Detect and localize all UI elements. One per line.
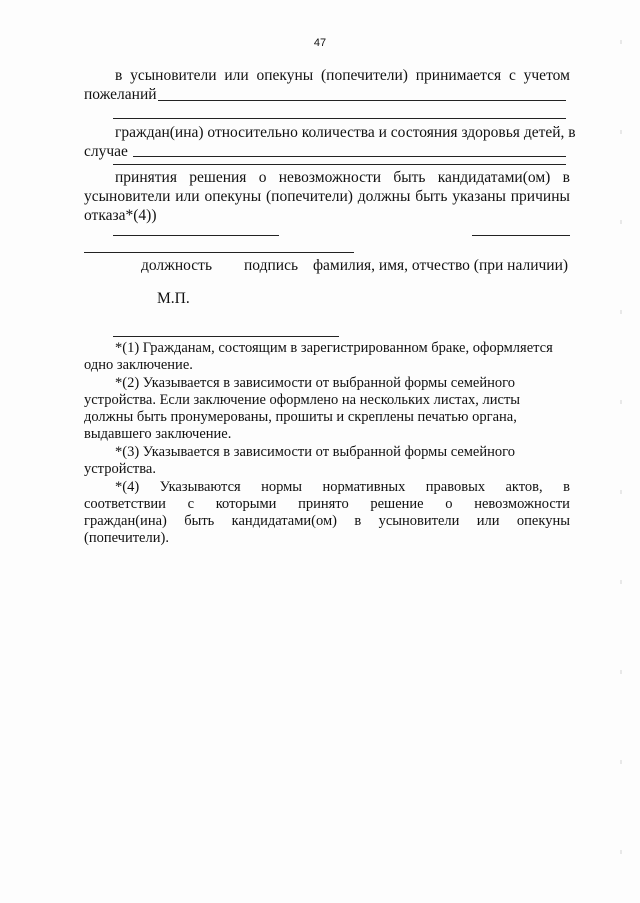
wishes-fill-line-1[interactable] xyxy=(158,100,566,101)
footnote-3-line2: устройства. xyxy=(84,461,156,477)
page-number: 47 xyxy=(313,37,327,49)
wishes-fill-line-2[interactable] xyxy=(113,118,566,119)
case-fill-line-1[interactable] xyxy=(133,156,566,157)
date-fill-line[interactable] xyxy=(472,235,570,236)
case-fill-line-2[interactable] xyxy=(113,164,566,165)
footnote-1-line2: одно заключение. xyxy=(84,357,193,373)
case-label: случае xyxy=(84,143,128,160)
footnote-4-line2: соответствии с которыми принято решение о невозможности xyxy=(84,496,570,512)
scan-edge xyxy=(620,0,622,903)
block1-line1: в усыновители или опекуны (попечители) принимается с учетом xyxy=(115,67,570,84)
footnote-2-line3: должны быть пронумерованы, прошиты и скреплены печатью органа, xyxy=(84,409,517,425)
block3-line2: усыновители или опекуны (попечители) должны быть указаны причины xyxy=(84,188,570,205)
footnote-3-line1: *(3) Указывается в зависимости от выбранной формы семейного xyxy=(115,444,515,460)
block3-line1: принятия решения о невозможности быть кандидатами(ом) в xyxy=(115,169,570,186)
block3-line3: отказа*(4)) xyxy=(84,207,157,224)
footnote-4-line1: *(4) Указываются нормы нормативных правовых актов, в xyxy=(115,479,570,495)
footnote-2-line2: устройства. Если заключение оформлено на нескольких листах, листы xyxy=(84,392,521,408)
signature-fill-line[interactable] xyxy=(84,252,354,253)
stamp-place: М.П. xyxy=(157,290,190,307)
footnote-4-line3: граждан(ина) быть кандидатами(ом) в усыновители или опекуны xyxy=(84,513,570,529)
footnote-2-line4: выдавшего заключение. xyxy=(84,426,232,442)
signature-label: подпись xyxy=(244,257,299,274)
position-fill-line[interactable] xyxy=(113,235,279,236)
wishes-label: пожеланий xyxy=(84,86,157,103)
full-name-label: фамилия, имя, отчество (при наличии) xyxy=(313,257,569,274)
position-label: должность xyxy=(141,257,213,274)
footnote-2-line1: *(2) Указывается в зависимости от выбранной формы семейного xyxy=(115,375,515,391)
footnote-1-line1: *(1) Гражданам, состоящим в зарегистрированном браке, оформляется xyxy=(115,340,553,356)
footnote-4-line4: (попечители). xyxy=(84,530,169,546)
footnote-separator xyxy=(113,336,339,337)
block2-line1: граждан(ина) относительно количества и состояния здоровья детей, в xyxy=(115,124,576,141)
